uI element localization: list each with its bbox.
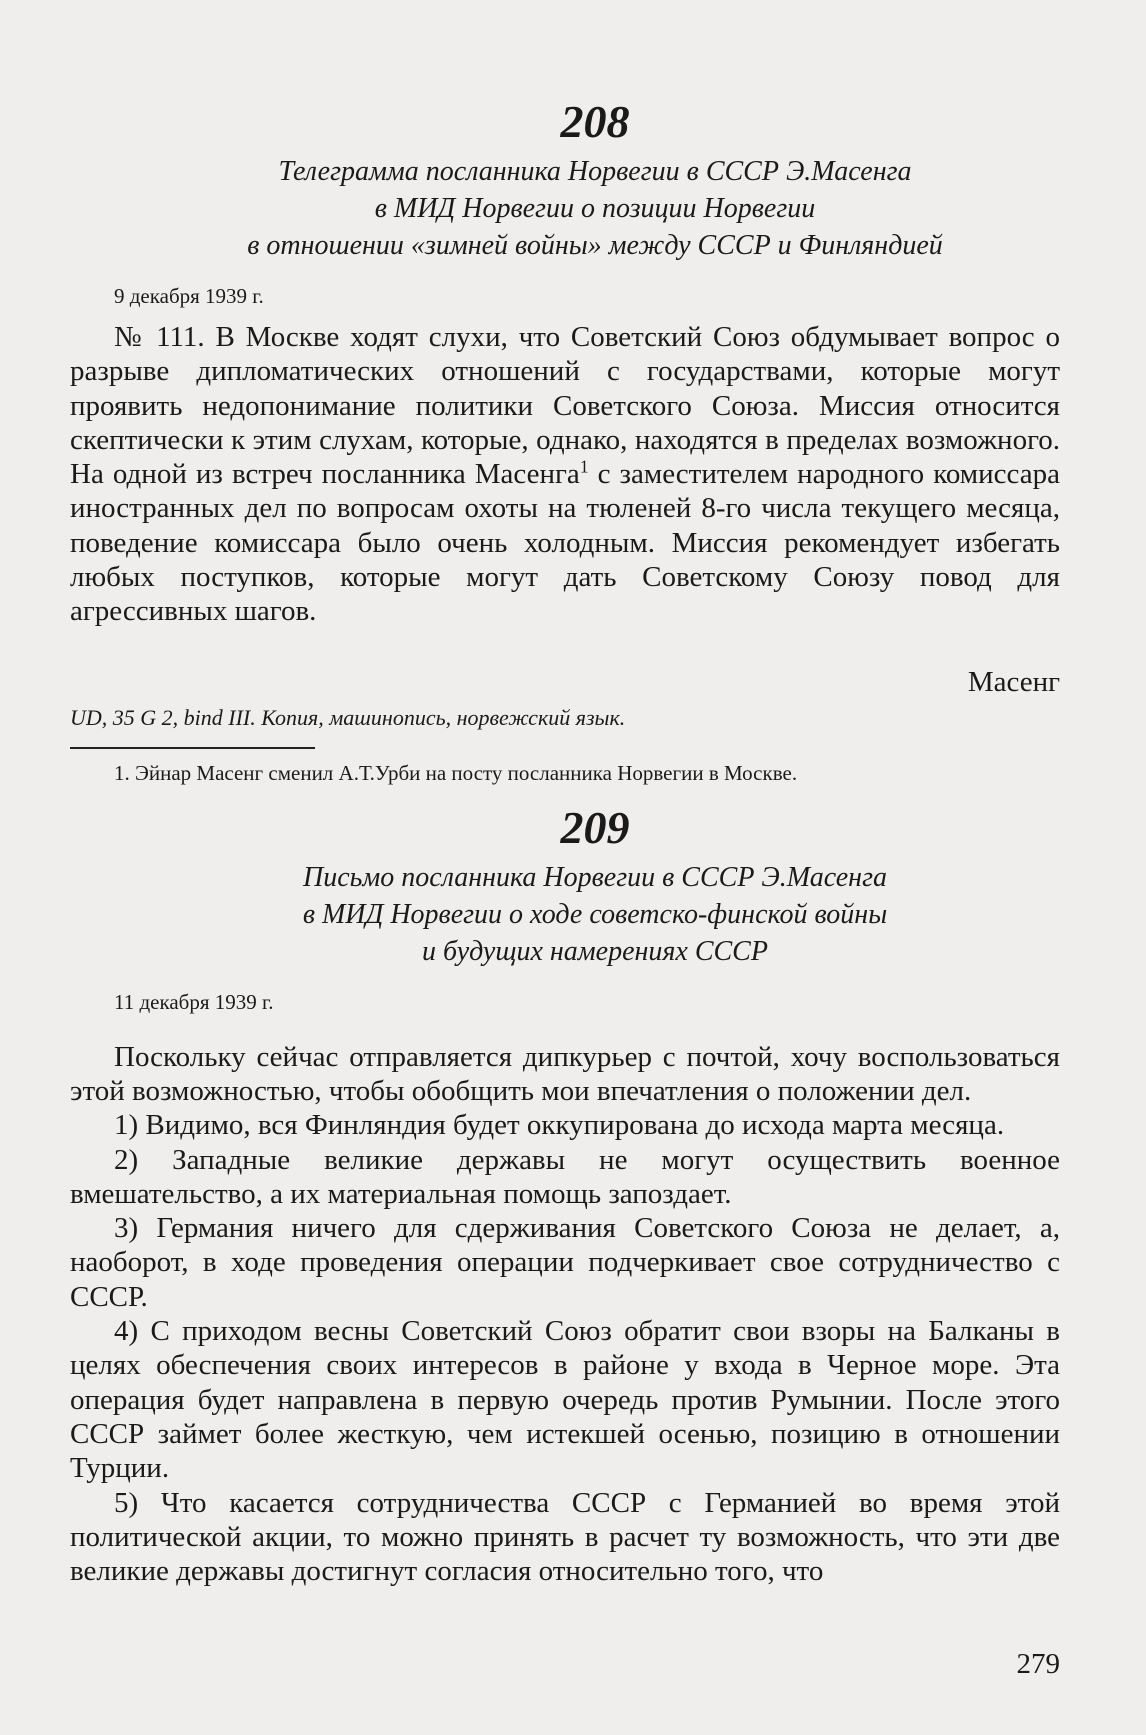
letter-paragraph: 1) Видимо, вся Финляндия будет оккупирована до исхода марта месяца.	[114, 1109, 1005, 1142]
document-title	[130, 153, 1060, 264]
title-line: в МИД Норвегии о ходе советско-финской войны	[302, 898, 888, 930]
title-line: в отношении «зимней войны» между СССР и Финляндией	[247, 230, 943, 261]
title-line: и будущих намерениях СССР	[422, 935, 768, 967]
letter-paragraph: 5) Что касается сотрудничества СССР с Германией во время этой политической акции, то можно принять в расчет ту возможность, что эти две великие державы достигнут согласия относительно того, что	[70, 1486, 1060, 1588]
page-number: 279	[1016, 1648, 1060, 1680]
letter-paragraph: 3) Германия ничего для сдерживания Советского Союза не делает, а, наоборот, в ходе проведения операции подчеркивает свое сотрудничество с СССР.	[70, 1212, 1060, 1313]
document-title	[130, 859, 1060, 970]
document-number: 209	[560, 801, 630, 853]
body-text: с заместителем народного комиссара иностранных дел по вопросам охоты на тюленей 8-го числа текущего месяца, поведение комиссара было очень холодным. Миссия рекомендует избегать любых поступков, которые могут дать Советскому Союзу повод для агрессивных шагов.	[70, 458, 1060, 628]
title-line: Письмо посланника Норвегии в СССР Э.Масенга	[303, 861, 887, 893]
letter-paragraph: Поскольку сейчас отправляется дипкурьер с почтой, хочу воспользоваться этой возможностью, чтобы обобщить мои впечатления о положении дел.	[70, 1040, 1060, 1107]
signature: Масенг	[967, 665, 1060, 698]
body-text: № 111. В Москве ходят слухи, что Советский Союз обдумывает вопрос о разрыве дипломатических отношений с государствами, которые могут проявить недопонимание политики Советского Союза. Миссия относится скептически к этим слухам, которые, однако, находятся в пределах возможного. На одной из встреч посланника Масенга	[70, 321, 1060, 491]
footnote-marker: 1	[579, 456, 589, 477]
document-209	[70, 801, 1060, 1589]
document-date: 11 декабря 1939 г.	[114, 989, 274, 1014]
title-line: в МИД Норвегии о позиции Норвегии	[374, 193, 816, 224]
document-208	[70, 95, 1060, 787]
letter-paragraph: 4) С приходом весны Советский Союз обратит свои взоры на Балканы в целях обеспечения своих интересов в районе у входа в Черное море. Эта операция будет направлена в первую очередь против Румынии. После этого СССР займет более жесткую, чем истекшей осенью, позицию в отношении Турции.	[70, 1315, 1060, 1485]
document-number: 208	[560, 96, 630, 147]
archive-source: UD, 35 G 2, bind III. Копия, машинопись, норвежский язык.	[70, 704, 626, 730]
footnote: 1. Эйнар Масенг сменил А.Т.Урби на посту посланника Норвегии в Москве.	[114, 760, 798, 785]
title-line: Телеграмма посланника Норвегии в СССР Э.Масенга	[278, 156, 912, 187]
document-page	[70, 95, 1060, 1588]
letter-paragraph: 2) Западные великие державы не могут осуществить военное вмешательство, а их материальная помощь запоздает.	[70, 1143, 1060, 1210]
document-date: 9 декабря 1939 г.	[114, 284, 264, 308]
telegram-body	[70, 320, 1060, 629]
footnote-divider	[70, 747, 315, 749]
